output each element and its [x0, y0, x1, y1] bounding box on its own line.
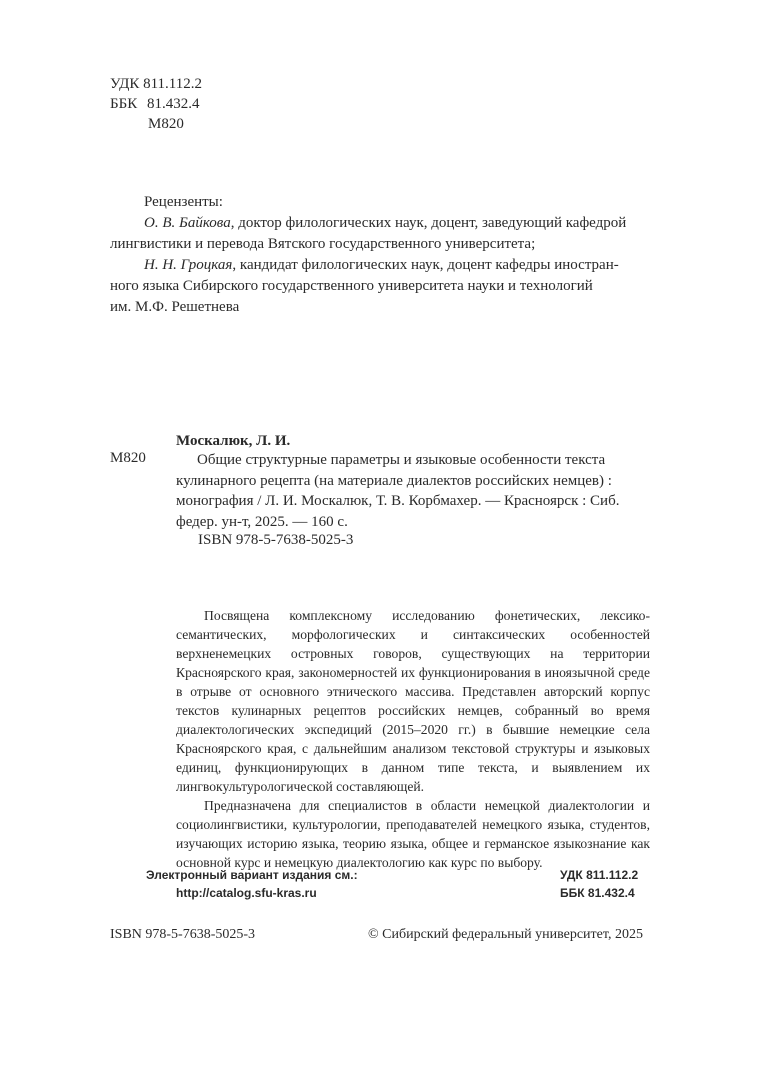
reviewer-2-line-3: им. М.Ф. Решетнева	[110, 299, 240, 315]
reviewer-2-line-2: ного языка Сибирского государственного университета науки и технологий	[110, 278, 593, 294]
reviewer-2-name: Н. Н. Гроцкая	[144, 257, 233, 273]
bbk-label: ББК	[110, 96, 138, 112]
reviewer-2-line-1	[110, 255, 650, 276]
copyright: © Сибирский федеральный университет, 2025	[368, 927, 643, 942]
annotation-paragraph-2: Предназначена для специалистов в области немецкой диалектологии и социолингвистики, культурологии, преподавателей немецкого языка, студентов, изучающих историю языка, теорию языка, общее и германское языкознание как основной курс и немецкую диалектологию как курс по выбору.	[176, 798, 650, 870]
reviewer-1-name: О. В. Байкова	[144, 215, 231, 231]
author-sign: М820	[148, 116, 184, 132]
reviewer-1-title: , доктор филологических наук, доцент, заведующий кафедрой	[230, 215, 627, 231]
footer-isbn: ISBN 978-5-7638-5025-3	[110, 927, 256, 942]
bib-line-2: кулинарного рецепта (на материале диалектов российских немцев) :	[176, 472, 612, 489]
footer-udk: УДК 811.112.2	[560, 868, 639, 882]
footer-bbk: ББК 81.432.4	[560, 886, 635, 900]
bbk-code	[110, 94, 200, 114]
reviewer-2-title: , кандидат филологических наук, доцент кафедры иностран-	[232, 257, 619, 273]
bib-line-4: федер. ун-т, 2025. — 160 с.	[176, 513, 348, 530]
reviewer-1-line-1	[110, 213, 650, 234]
catalog-url[interactable]: http://catalog.sfu-kras.ru	[176, 886, 317, 900]
bib-author: Москалюк, Л. И.	[176, 433, 291, 449]
bib-author-sign: М820	[110, 450, 146, 466]
annotation	[176, 606, 650, 872]
bib-line-1: Общие структурные параметры и языковые особенности текста	[197, 452, 606, 468]
bib-line-3: монография / Л. И. Москалюк, Т. В. Корбмахер. — Красноярск : Сиб.	[176, 493, 620, 509]
reviewer-1-line-2: лингвистики и перевода Вятского государственного университета;	[110, 236, 536, 252]
bbk-value: 81.432.4	[147, 96, 200, 112]
bib-description	[176, 450, 650, 532]
electronic-version-label: Электронный вариант издания см.:	[146, 868, 358, 882]
udk-code: УДК 811.112.2	[110, 76, 202, 92]
annotation-paragraph-1: Посвящена комплексному исследованию фонетических, лексико-семантических, морфологических и синтаксических особенностей верхненемецких островных говоров, существующих на территории Красноярского края, закономерностей их функционирования в иноязычной среде в отрыве от основного этнического массива. Представлен авторский корпус текстов кулинарных рецептов российских немцев, собранный во время диалектологических экспедиций (2015–2020 гг.) в бывшие немецкие села Красноярского края, с дальнейшим анализом текстовой структуры и языковых единиц, функционирующих в данном типе текста, и выявлением их лингвокультурологической составляющей.	[176, 608, 650, 794]
reviewers-heading: Рецензенты:	[144, 194, 223, 210]
bib-isbn: ISBN 978-5-7638-5025-3	[198, 532, 354, 548]
reviewers-block	[110, 192, 650, 318]
